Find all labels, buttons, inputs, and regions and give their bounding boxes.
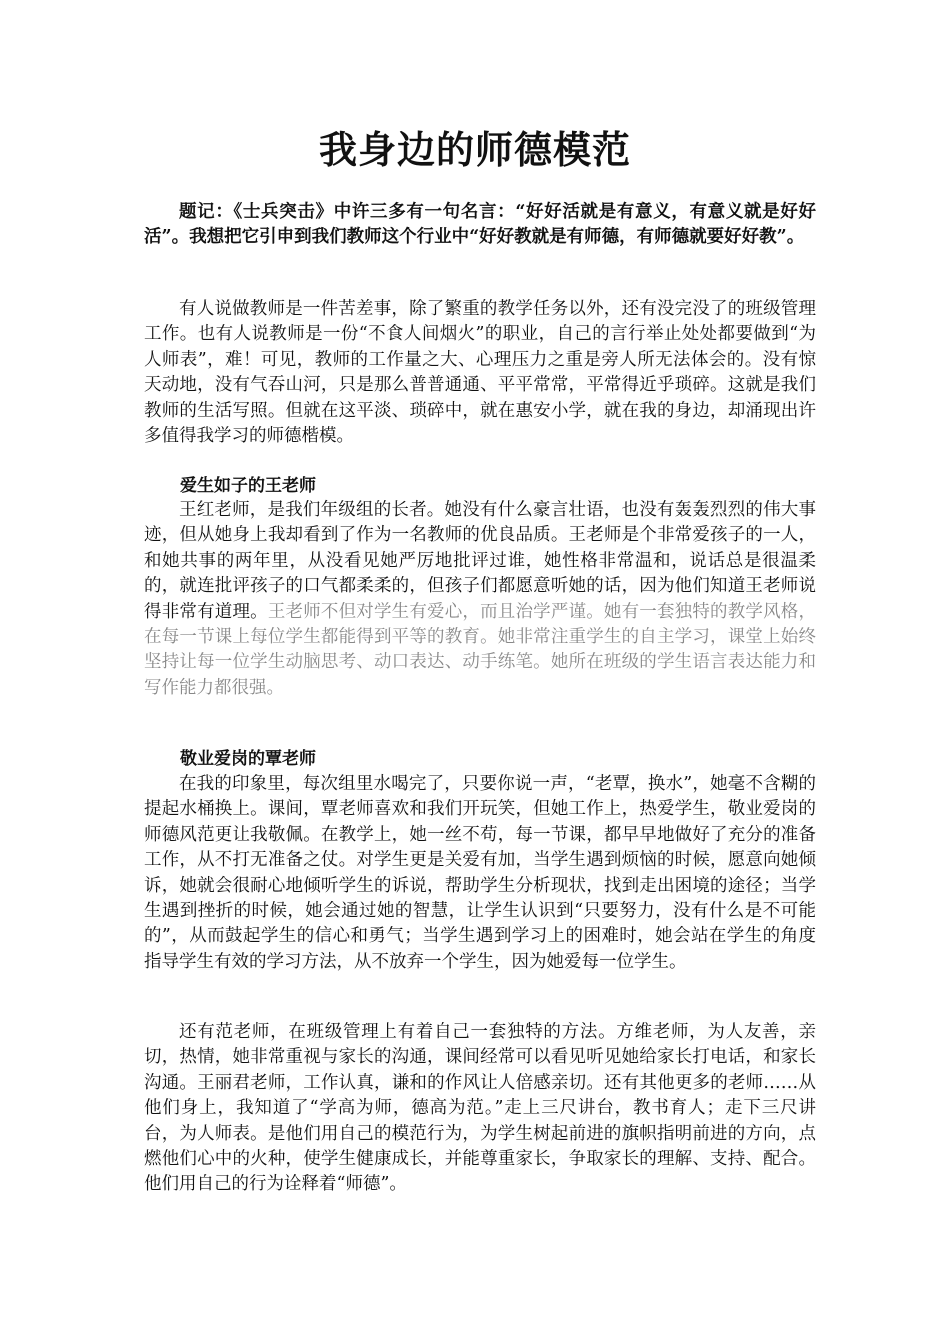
- intro-paragraph: 有人说做教师是一件苦差事，除了繁重的教学任务以外，还有没完没了的班级管理工作。也有人说教师是一份“不食人间烟火”的职业，自己的言行举止处处都要做到“为人师表”，难！可见，教师的工作量之大、心理压力之重是旁人所无法体会的。没有惊天动地，没有气吞山河，只是那么普普通通、平平常常，平常得近乎琐碎。这就是我们教师的生活写照。但就在这平淡、琐碎中，就在惠安小学，就在我的身边，却涌现出许多值得我学习的师德楷模。: [144, 299, 816, 447]
- section-paragraph-wang: [144, 498, 816, 701]
- section-paragraph-qin: 在我的印象里，每次组里水喝完了，只要你说一声，“老覃，换水”，她毫不含糊的提起水桶换上。课间，覃老师喜欢和我们开玩笑，但她工作上，热爱学生，敬业爱岗的师德风范更让我敬佩。在教学上，她一丝不苟，每一节课，都早早地做好了充分的准备工作，从不打无准备之仗。对学生更是关爱有加，当学生遇到烦恼的时候，愿意向她倾诉，她就会很耐心地倾听学生的诉说，帮助学生分析现状，找到走出困境的途径；当学生遇到挫折的时候，她会通过她的智慧，让学生认识到“只要努力，没有什么是不可能的”，从而鼓起学生的信心和勇气；当学生遇到学习上的困难时，她会站在学生的角度指导学生有效的学习方法，从不放弃一个学生，因为她爱每一位学生。: [144, 774, 816, 972]
- section-heading-wang: 爱生如子的王老师: [180, 476, 316, 496]
- closing-paragraph: 还有范老师，在班级管理上有着自己一套独特的方法。方维老师，为人友善，亲切，热情，她非常重视与家长的沟通，课间经常可以看见听见她给家长打电话，和家长沟通。王丽君老师，工作认真，谦和的作风让人倍感亲切。还有其他更多的老师……从他们身上，我知道了“学高为师，德高为范。”走上三尺讲台，教书育人；走下三尺讲台，为人师表。是他们用自己的模范行为，为学生树起前进的旗帜指明前进的方向，点燃他们心中的火种，使学生健康成长，并能尊重家长，争取家长的理解、支持、配合。他们用自己的行为诠释着“师德”。: [144, 1022, 816, 1195]
- document-title: 我身边的师德模范: [318, 127, 631, 172]
- section-heading-qin: 敬业爱岗的覃老师: [180, 749, 316, 769]
- section-text-wang-faded: 王老师不但对学生有爱心，而且治学严谨。她有一套独特的教学风格，在每一节课上每位学生都能得到平等的教育。她非常注重学生的自主学习，课堂上始终坚持让每一位学生动脑思考、动口表达、动手练笔。她所在班级的学生语言表达能力和写作能力都很强。: [144, 601, 817, 698]
- section-text-wang-main: 王红老师，是我们年级组的长者。她没有什么豪言壮语，也没有轰轰烈烈的伟大事迹，但从她身上我却看到了作为一名教师的优良品质。王老师是个非常爱孩子的一人，和她共事的两年里，从没看见她严厉地批评过谁，她性格非常温和，说话总是很温柔的，就连批评孩子的口气都柔柔的，但孩子们都愿意听她的话，因为他们知道王老师说得非常有道理。: [144, 500, 816, 622]
- epigraph: 题记：《士兵突击》中许三多有一句名言：“好好活就是有意义，有意义就是好好活”。我想把它引申到我们教师这个行业中“好好教就是有师德，有师德就要好好教”。: [144, 202, 816, 247]
